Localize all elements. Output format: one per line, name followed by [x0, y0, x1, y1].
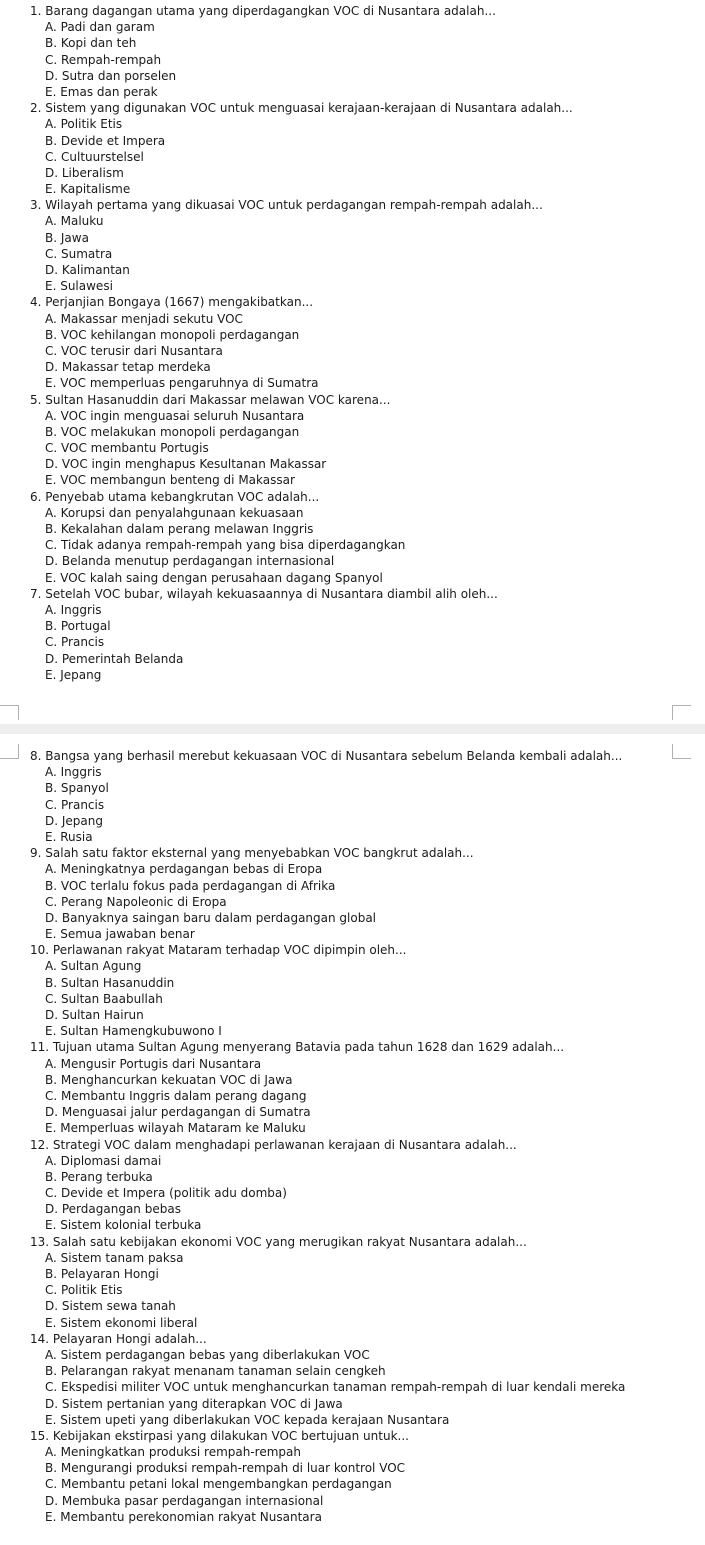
answer-option: A. Mengusir Portugis dari Nusantara	[45, 1056, 262, 1071]
answer-option: E. Rusia	[45, 829, 93, 844]
question-text: 7. Setelah VOC bubar, wilayah kekuasaannya di Nusantara diambil alih oleh...	[30, 586, 498, 601]
answer-option: B. Portugal	[45, 619, 111, 634]
answer-option: D. Kalimantan	[45, 263, 130, 277]
question-block	[0, 942, 705, 1039]
answer-option: E. Sistem kolonial terbuka	[45, 1218, 202, 1233]
answer-option: A. Politik Etis	[45, 117, 123, 132]
answer-option: A. Meningkatnya perdagangan bebas di Eropa	[45, 862, 323, 877]
question-text: 2. Sistem yang digunakan VOC untuk menguasai kerajaan-kerajaan di Nusantara adalah...	[30, 101, 573, 116]
answer-option: C. Perang Napoleonic di Eropa	[45, 894, 227, 909]
answer-option: B. VOC terlalu fokus pada perdagangan di Afrika	[45, 878, 336, 893]
answer-option: A. Sistem perdagangan bebas yang diberlakukan VOC	[45, 1347, 370, 1362]
question-text: 14. Pelayaran Hongi adalah...	[30, 1331, 207, 1346]
question-block	[0, 1137, 705, 1234]
answer-option: D. Perdagangan bebas	[45, 1202, 181, 1217]
answer-option: B. VOC kehilangan monopoli perdagangan	[45, 327, 300, 342]
answer-option: B. Perang terbuka	[45, 1169, 153, 1184]
answer-option: B. Menghancurkan kekuatan VOC di Jawa	[45, 1072, 293, 1087]
question-block	[0, 1234, 705, 1331]
answer-option: C. Prancis	[45, 797, 105, 812]
page-separator	[0, 724, 705, 734]
answer-option: B. Jawa	[45, 230, 89, 245]
question-text: 3. Wilayah pertama yang dikuasai VOC untuk perdagangan rempah-rempah adalah...	[30, 198, 543, 213]
question-block	[0, 845, 705, 942]
answer-option: D. Menguasai jalur perdagangan di Sumatra	[45, 1105, 311, 1120]
question-block	[0, 586, 705, 683]
answer-option: A. Sistem tanam paksa	[45, 1250, 184, 1265]
answer-option: E. VOC membangun benteng di Makassar	[45, 473, 295, 488]
answer-option: D. Banyaknya saingan baru dalam perdagangan global	[45, 910, 377, 925]
question-block	[0, 489, 705, 586]
question-block	[0, 1331, 705, 1428]
answer-option: C. Rempah-rempah	[45, 52, 162, 67]
question-text: 12. Strategi VOC dalam menghadapi perlawanan kerajaan di Nusantara adalah...	[30, 1137, 517, 1152]
answer-option: C. VOC terusir dari Nusantara	[45, 343, 223, 358]
answer-option: C. Tidak adanya rempah-rempah yang bisa diperdagangkan	[45, 538, 406, 553]
answer-option: C. Cultuurstelsel	[45, 149, 144, 164]
document-page-1	[0, 0, 705, 724]
answer-option: E. Jepang	[45, 667, 102, 682]
answer-option: D. Sultan Hairun	[45, 1008, 144, 1022]
answer-option: E. Sistem upeti yang diberlakukan VOC kepada kerajaan Nusantara	[45, 1412, 450, 1427]
answer-option: B. Spanyol	[45, 781, 109, 796]
question-block	[0, 197, 705, 294]
question-block	[0, 392, 705, 489]
question-block	[0, 100, 705, 197]
question-text: 11. Tujuan utama Sultan Agung menyerang Batavia pada tahun 1628 dan 1629 adalah...	[30, 1040, 565, 1055]
page-corner-mark	[672, 744, 691, 759]
page-corner-mark	[0, 705, 19, 720]
answer-option: B. Kekalahan dalam perang melawan Inggris	[45, 522, 314, 536]
answer-option: A. Korupsi dan penyalahgunaan kekuasaan	[45, 505, 304, 520]
answer-option: A. Inggris	[45, 765, 102, 780]
answer-option: B. Sultan Hasanuddin	[45, 975, 175, 990]
answer-option: E. Membantu perekonomian rakyat Nusantara	[45, 1509, 322, 1524]
answer-option: D. Sutra dan porselen	[45, 68, 177, 83]
question-text: 1. Barang dagangan utama yang diperdagangkan VOC di Nusantara adalah...	[30, 4, 496, 18]
answer-option: B. Devide et Impera	[45, 133, 166, 148]
answer-option: A. Makassar menjadi sekutu VOC	[45, 311, 243, 326]
answer-option: C. Devide et Impera (politik adu domba)	[45, 1186, 287, 1201]
question-block	[0, 1039, 705, 1136]
answer-option: E. Sistem ekonomi liberal	[45, 1315, 198, 1330]
question-text: 4. Perjanjian Bongaya (1667) mengakibatkan...	[30, 295, 314, 310]
answer-option: A. Sultan Agung	[45, 959, 142, 974]
answer-option: D. VOC ingin menghapus Kesultanan Makassar	[45, 457, 327, 472]
answer-option: B. Pelayaran Hongi	[45, 1267, 159, 1281]
answer-option: A. Padi dan garam	[45, 20, 155, 35]
question-block	[0, 294, 705, 391]
answer-option: D. Liberalism	[45, 165, 124, 180]
document-page-2	[0, 734, 705, 1545]
answer-option: A. Meningkatkan produksi rempah-rempah	[45, 1445, 302, 1460]
question-block	[0, 748, 705, 845]
question-list	[0, 3, 705, 683]
answer-option: C. Politik Etis	[45, 1283, 123, 1298]
question-text: 9. Salah satu faktor eksternal yang menyebabkan VOC bangkrut adalah...	[30, 846, 474, 861]
answer-option: E. VOC kalah saing dengan perusahaan dagang Spanyol	[45, 570, 383, 585]
answer-option: D. Pemerintah Belanda	[45, 651, 184, 666]
answer-option: B. Pelarangan rakyat menanam tanaman selain cengkeh	[45, 1364, 386, 1379]
question-text: 13. Salah satu kebijakan ekonomi VOC yang merugikan rakyat Nusantara adalah...	[30, 1234, 527, 1249]
question-text: 8. Bangsa yang berhasil merebut kekuasaan VOC di Nusantara sebelum Belanda kembali adalah...	[30, 749, 623, 763]
answer-option: C. Sumatra	[45, 246, 113, 261]
answer-option: D. Jepang	[45, 813, 103, 828]
answer-option: D. Sistem pertanian yang diterapkan VOC di Jawa	[45, 1396, 343, 1411]
answer-option: B. VOC melakukan monopoli perdagangan	[45, 424, 300, 439]
answer-option: E. Sultan Hamengkubuwono I	[45, 1024, 222, 1039]
answer-option: C. Sultan Baabullah	[45, 991, 163, 1006]
question-list	[0, 748, 705, 1525]
answer-option: A. Maluku	[45, 214, 104, 229]
answer-option: A. Diplomasi damai	[45, 1153, 162, 1168]
answer-option: D. Membuka pasar perdagangan internasional	[45, 1493, 324, 1508]
question-text: 10. Perlawanan rakyat Mataram terhadap VOC dipimpin oleh...	[30, 943, 407, 958]
answer-option: A. Inggris	[45, 602, 102, 617]
answer-option: E. Emas dan perak	[45, 84, 158, 99]
answer-option: C. Ekspedisi militer VOC untuk menghancurkan tanaman rempah-rempah di luar kendali mereka	[45, 1380, 626, 1395]
answer-option: E. Memperluas wilayah Mataram ke Maluku	[45, 1121, 306, 1136]
question-text: 6. Penyebab utama kebangkrutan VOC adalah...	[30, 489, 320, 504]
answer-option: D. Belanda menutup perdagangan internasional	[45, 554, 335, 569]
answer-option: B. Kopi dan teh	[45, 36, 137, 51]
question-block	[0, 3, 705, 100]
question-text: 15. Kebijakan ekstirpasi yang dilakukan VOC bertujuan untuk...	[30, 1428, 409, 1443]
answer-option: E. Kapitalisme	[45, 182, 131, 197]
answer-option: B. Mengurangi produksi rempah-rempah di luar kontrol VOC	[45, 1461, 406, 1476]
page-corner-mark	[0, 744, 19, 759]
answer-option: D. Makassar tetap merdeka	[45, 360, 211, 375]
question-text: 5. Sultan Hasanuddin dari Makassar melawan VOC karena...	[30, 392, 391, 407]
answer-option: E. Semua jawaban benar	[45, 927, 195, 942]
answer-option: D. Sistem sewa tanah	[45, 1299, 176, 1314]
page-corner-mark	[672, 705, 691, 720]
answer-option: C. Prancis	[45, 635, 105, 650]
answer-option: A. VOC ingin menguasai seluruh Nusantara	[45, 408, 305, 423]
question-block	[0, 1428, 705, 1525]
answer-option: C. Membantu petani lokal mengembangkan perdagangan	[45, 1477, 392, 1492]
answer-option: E. VOC memperluas pengaruhnya di Sumatra	[45, 376, 319, 391]
answer-option: C. Membantu Inggris dalam perang dagang	[45, 1088, 307, 1103]
answer-option: C. VOC membantu Portugis	[45, 441, 209, 456]
answer-option: E. Sulawesi	[45, 279, 113, 294]
